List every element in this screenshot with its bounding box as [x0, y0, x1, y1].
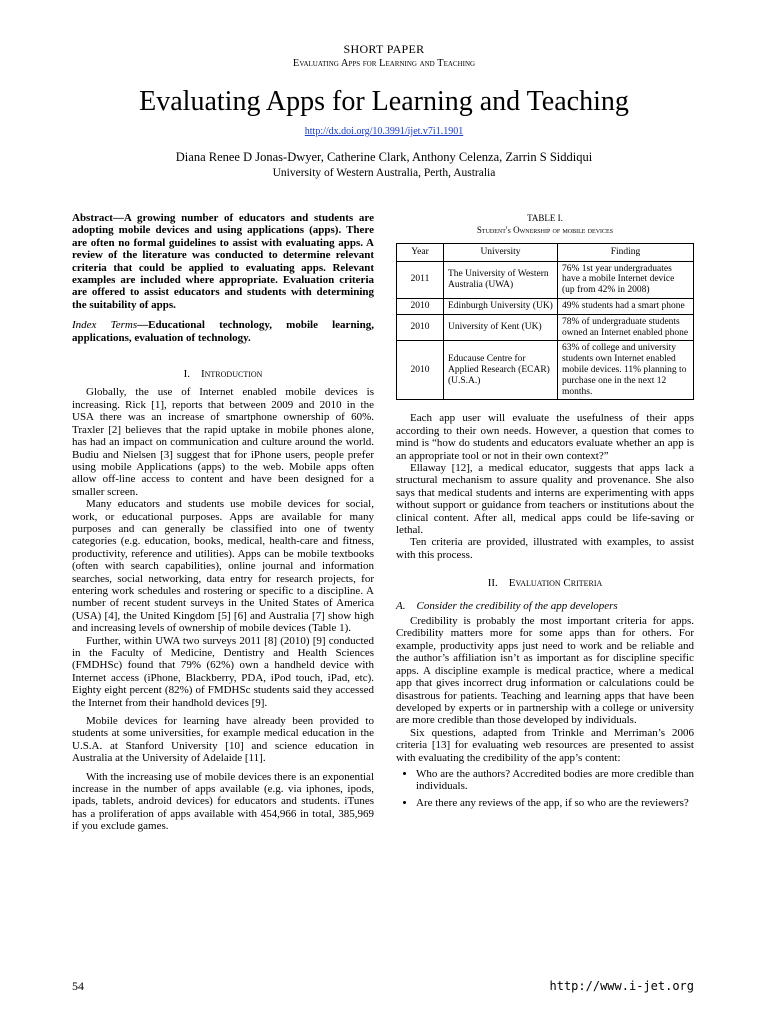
right-column	[396, 212, 694, 813]
running-header-title: Evaluating Apps for Learning and Teaching	[292, 58, 476, 69]
table-row	[397, 341, 694, 400]
subsection-title: Consider the credibility of the app developers	[416, 599, 618, 612]
table-caption: Student's Ownership of mobile devices	[476, 225, 614, 236]
table-header-row	[397, 243, 694, 261]
table-cell-year: 2010	[397, 341, 444, 400]
subsection-label: A.	[396, 599, 406, 612]
table-header-finding: Finding	[558, 243, 694, 261]
table-row	[397, 261, 694, 298]
intro-paragraph-3: Further, within UWA two surveys 2011 [8] (2010) [9] conducted in the Faculty of Medicine, Dentistry and Health Sciences (FMDHSc) found that 79% (62%) own a handheld device with Internet access (iPhone, Blackberry, PDA, iPod touch, iPad, etc). Eighty eight percent (82%) of FMDHSc students said they accessed the Internet from their handhold devices [9].	[72, 634, 374, 709]
list-item: • Who are the authors? Accredited bodies are more credible than individuals.	[416, 768, 694, 793]
criteria-paragraph-2: Six questions, adapted from Trinkle and Merriman’s 2006 criteria [13] for evaluating web resources are presented to assist with evaluating the credibility of the app’s content:	[396, 726, 694, 764]
author-list: Diana Renee D Jonas-Dwyer, Catherine Clark, Anthony Celenza, Zarrin S Siddiqui	[175, 150, 593, 164]
table-header-university: University	[444, 243, 558, 261]
section-heading-introduction	[72, 368, 374, 380]
table-cell-year: 2011	[397, 261, 444, 298]
table-cell-finding: 49% students had a smart phone	[558, 299, 694, 315]
index-terms-label: Index Terms	[72, 319, 138, 332]
credibility-question-list	[396, 768, 694, 809]
section-title: Introduction	[200, 368, 263, 381]
list-item: • Are there any reviews of the app, if so who are the reviewers?	[416, 797, 694, 809]
table-cell-finding: 63% of college and university students own Internet enabled mobile devices. 11% planning to purchase one in the next 12 months.	[558, 341, 694, 400]
left-column	[72, 212, 374, 833]
ownership-table	[396, 243, 694, 401]
index-terms-text: —Educational technology, mobile learning, applications, evaluation of technology.	[72, 319, 374, 344]
table-label: TABLE I.	[527, 213, 563, 223]
table-cell-year: 2010	[397, 299, 444, 315]
intro-paragraph-2: Many educators and students use mobile devices for social, work, or educational purposes. Apps are available for many purposes and can generally be classified into one of twenty categories (e.g. education, books, medical, health-care and fitness, productivity, reference and utilities). Apps can be mobile textbooks (often with search capabilities), online journal and information searches, social networking, data entry for research projects, for entering work schedules and rostering or specific to a discipline. A number of recent student surveys in the United States of America (USA) [4], the United Kingdom [5] [6] and Australia [7] show high and increasing levels of ownership of mobile devices (Table 1).	[72, 498, 374, 635]
intro-paragraph-4: Mobile devices for learning have already been provided to students at some universities, for example medical education in the U.S.A. at Stanford University [10] and science education in Australia at the University of Adelaide [11].	[72, 715, 374, 765]
table-cell-university: The University of Western Australia (UWA)	[444, 261, 558, 298]
affiliation: University of Western Australia, Perth, Australia	[272, 167, 496, 179]
table-row	[397, 299, 694, 315]
table-cell-year: 2010	[397, 314, 444, 341]
index-terms	[72, 319, 374, 344]
doi-link[interactable]: http://dx.doi.org/10.3991/ijet.v7i1.1901	[304, 126, 464, 137]
body-paragraph-2: Ellaway [12], a medical educator, suggests that apps lack a structural mechanism to assure quality and provenance. She also says that medical students and interns are experimenting with apps without support or guidance from teachers or institutions about the clinical content. After all, medical apps could be life-saving or lethal.	[396, 462, 694, 537]
body-paragraph-1: Each app user will evaluate the usefulness of their apps according to their own needs. However, a question that comes to mind is “how do students and educators evaluate whether an app is an appropriate tool or not in their own context?”	[396, 412, 694, 462]
table-cell-university: University of Kent (UK)	[444, 314, 558, 341]
page-number: 54	[72, 979, 84, 993]
section-number: II.	[487, 577, 498, 590]
intro-paragraph-5: With the increasing use of mobile devices there is an exponential increase in the number of apps available (e.g. via iphones, ipods, ipads, tablets, android devices) for educators and students. iTunes has a proliferation of apps available with 454,966 in total, 385,969 if you exclude games.	[72, 770, 374, 833]
body-paragraph-3: Ten criteria are provided, illustrated with examples, to assist with this process.	[396, 536, 694, 561]
table-cell-university: Edinburgh University (UK)	[444, 299, 558, 315]
running-header-type: SHORT PAPER	[343, 42, 425, 56]
table-row	[397, 314, 694, 341]
intro-paragraph-1: Globally, the use of Internet enabled mobile devices is increasing. Rick [1], reports that between 2009 and 2010 in the USA there was an increase of smartphone ownership of 60%. Traxler [2] believes that the rapid uptake in mobile phones alone, has had an impact on communication and culture around the world. Budiu and Nielsen [3] suggest that for iPhone users, people prefer using mobile Applications (apps) to the web. Mobile apps often allow off-line access to content and have been designed for a smaller screen.	[72, 386, 374, 498]
table-header-year: Year	[397, 243, 444, 261]
criteria-paragraph-1: Credibility is probably the most important criteria for apps. Credibility matters more for some apps than for others. For example, productivity apps just need to work and be reliable and the author’s affiliation isn’t as important as for discipline specific apps. A discipline example is medical practice, where a medical app that gives incorrect drug information or calculations could be disastrous for patients. Teaching and learning apps that have been developed by experts or in partnership with a college or university are more credible than those developed by individuals.	[396, 615, 694, 727]
section-heading-evaluation-criteria	[396, 577, 694, 589]
section-number: I.	[183, 368, 190, 381]
abstract: Abstract—A growing number of educators and students are adopting mobile devices and using applications (apps). There are often no formal guidelines to assist with evaluating apps. A review of the literature was conducted to determine relevant criteria that could be applied to evaluating apps. Relevant examples are included where appropriate. Evaluation criteria are offered to assist educators and students with determining the suitability of apps.	[72, 212, 374, 311]
journal-website-link[interactable]: http://www.i-jet.org	[549, 979, 694, 993]
table-cell-university: Educause Centre for Applied Research (ECAR) (U.S.A.)	[444, 341, 558, 400]
subsection-heading-a	[396, 600, 694, 612]
paper-title: Evaluating Apps for Learning and Teaching	[139, 86, 629, 117]
section-title: Evaluation Criteria	[508, 577, 603, 590]
table-cell-finding: 78% of undergraduate students owned an Internet enabled phone	[558, 314, 694, 341]
table-cell-finding: 76% 1st year undergraduates have a mobile Internet device (up from 42% in 2008)	[558, 261, 694, 298]
